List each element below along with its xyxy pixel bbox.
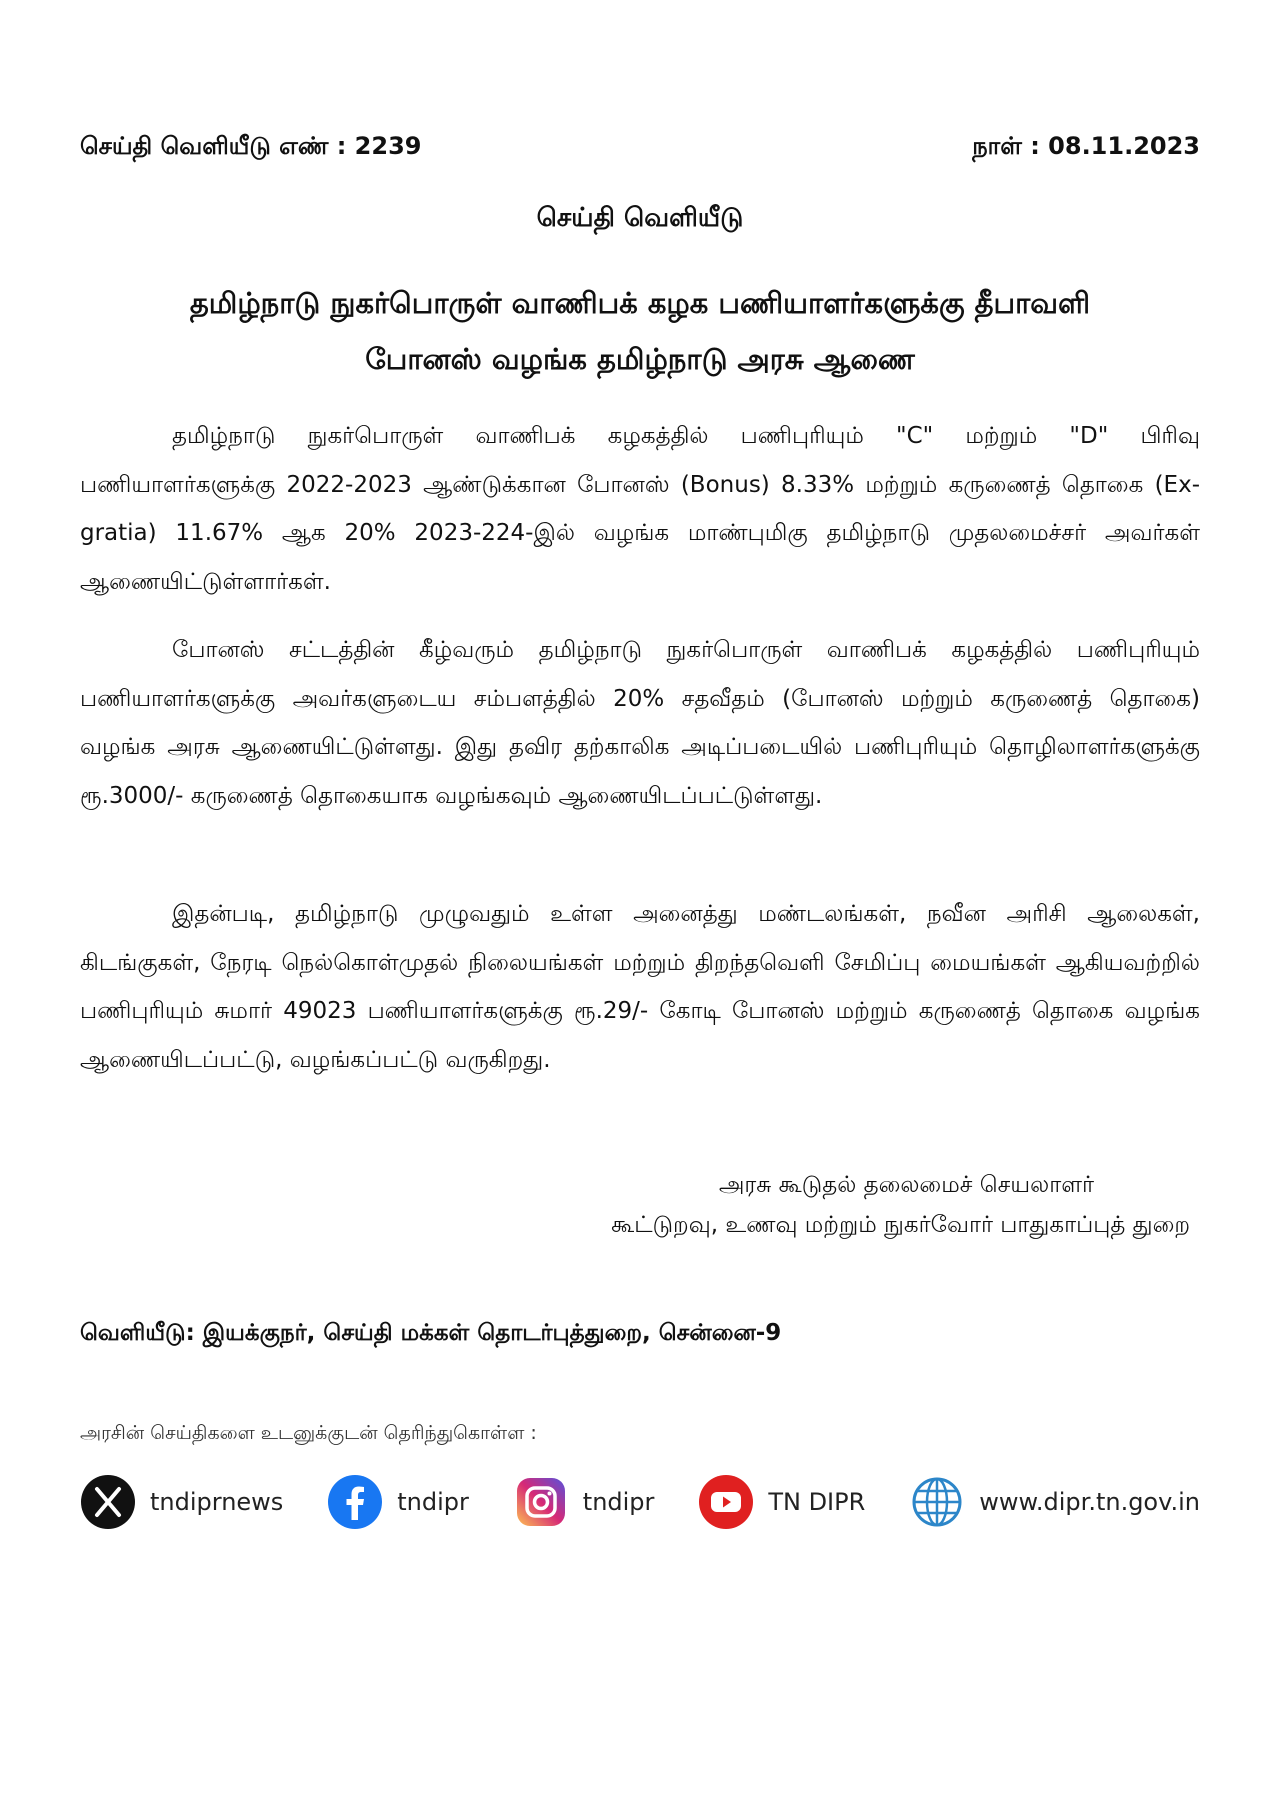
signature-block <box>611 1165 1190 1245</box>
release-number: செய்தி வெளியீடு எண் : 2239 <box>80 132 422 160</box>
signatory-department: கூட்டுறவு, உணவு மற்றும் நுகர்வோர் பாதுகாப்புத் துறை <box>611 1212 1190 1238</box>
social-label-youtube: TN DIPR <box>768 1488 866 1516</box>
social-x[interactable] <box>80 1474 283 1530</box>
social-label-website: www.dipr.tn.gov.in <box>979 1488 1200 1516</box>
globe-icon <box>909 1474 965 1530</box>
body-paragraph-1: தமிழ்நாடு நுகர்பொருள் வாணிபக் கழகத்தில் பணிபுரியும் "C" மற்றும் "D" பிரிவு பணியாளர்களுக்கு 2022-2023 ஆண்டுக்கான போனஸ் (Bonus) 8.33% மற்றும் கருணைத் தொகை (Ex-gratia) 11.67% ஆக 20% 2023-224-இல் வழங்க மாண்புமிகு தமிழ்நாடு முதலமைச்சர் அவர்கள் ஆணையிட்டுள்ளார்கள். <box>80 423 1200 595</box>
x-icon <box>80 1474 136 1530</box>
instagram-icon <box>513 1474 569 1530</box>
social-youtube[interactable] <box>698 1474 865 1530</box>
headline-line-1: தமிழ்நாடு நுகர்பொருள் வாணிபக் கழக பணியாளர்களுக்கு தீபாவளி <box>189 286 1091 320</box>
release-type-title: செய்தி வெளியீடு <box>536 203 744 233</box>
facebook-icon <box>327 1474 383 1530</box>
header-row <box>80 132 1200 163</box>
social-label-facebook: tndipr <box>397 1488 469 1516</box>
youtube-icon <box>698 1474 754 1530</box>
social-label-instagram: tndipr <box>582 1488 655 1516</box>
social-links <box>80 1472 1200 1532</box>
social-label-x: tndiprnews <box>150 1488 284 1516</box>
social-facebook[interactable] <box>327 1474 469 1530</box>
body-paragraph-3: இதன்படி, தமிழ்நாடு முழுவதும் உள்ள அனைத்து மண்டலங்கள், நவீன அரிசி ஆலைகள், கிடங்குகள், நேரடி நெல்கொள்முதல் நிலையங்கள் மற்றும் திறந்தவெளி சேமிப்பு மையங்கள் ஆகியவற்றில் பணிபுரியும் சுமார் 49023 பணியாளர்களுக்கு ரூ.29/- கோடி போனஸ் மற்றும் கருணைத் தொகை வழங்க ஆணையிடப்பட்டு, வழங்கப்பட்டு வருகிறது. <box>80 901 1200 1073</box>
headline <box>90 275 1190 387</box>
social-instagram[interactable] <box>513 1474 655 1530</box>
social-website[interactable] <box>909 1474 1200 1530</box>
signatory-title: அரசு கூடுதல் தலைமைச் செயலாளர் <box>718 1172 1094 1198</box>
release-date: நாள் : 08.11.2023 <box>972 132 1200 160</box>
follow-label: அரசின் செய்திகளை உடனுக்குடன் தெரிந்துகொள்ள : <box>80 1422 537 1444</box>
headline-line-2: போனஸ் வழங்க தமிழ்நாடு அரசு ஆணை <box>365 342 915 376</box>
body-paragraph-2: போனஸ் சட்டத்தின் கீழ்வரும் தமிழ்நாடு நுகர்பொருள் வாணிபக் கழகத்தில் பணிபுரியும் பணியாளர்களுக்கு அவர்களுடைய சம்பளத்தில் 20% சதவீதம் (போனஸ் மற்றும் கருணைத் தொகை) வழங்க அரசு ஆணையிட்டுள்ளது. இது தவிர தற்காலிக அடிப்படையில் பணிபுரியும் தொழிலாளர்களுக்கு ரூ.3000/- கருணைத் தொகையாக வழங்கவும் ஆணையிடப்பட்டுள்ளது. <box>80 637 1200 809</box>
issued-by: வெளியீடு: இயக்குநர், செய்தி மக்கள் தொடர்புத்துறை, சென்னை-9 <box>80 1320 782 1346</box>
